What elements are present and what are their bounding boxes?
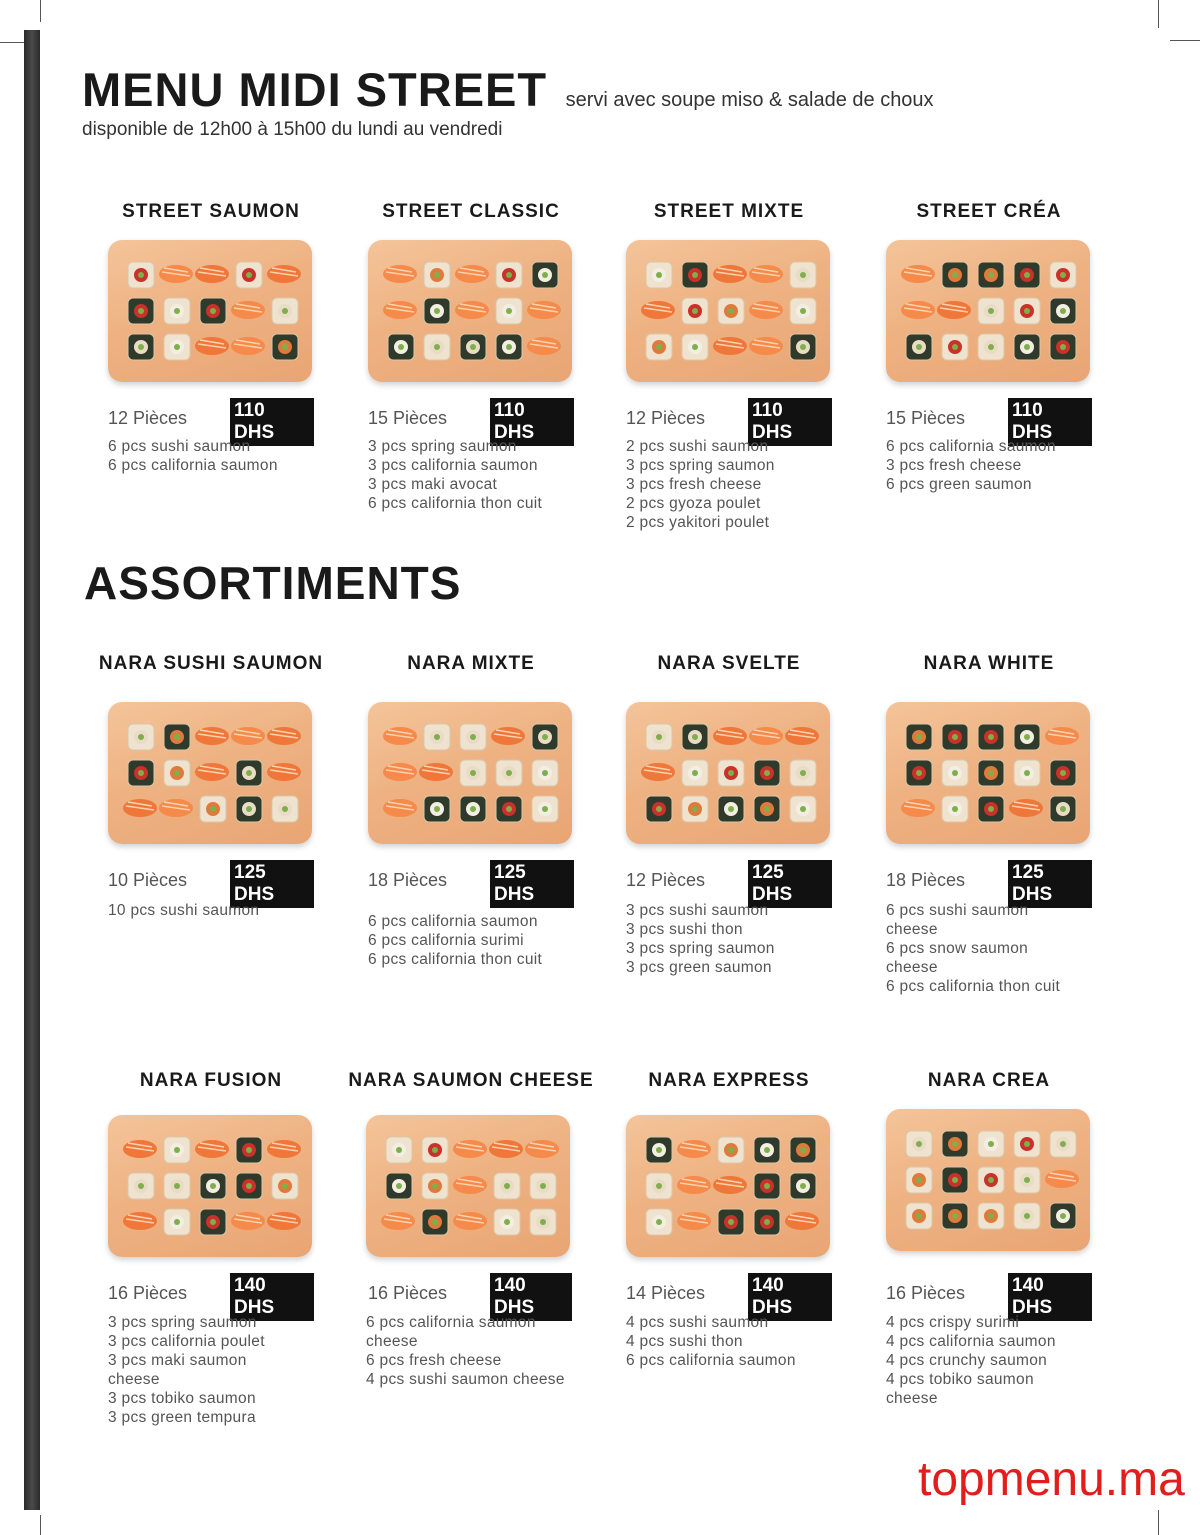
pieces-count: 12 Pièces xyxy=(626,408,706,428)
items-list xyxy=(368,912,542,969)
maki-center xyxy=(764,1219,770,1225)
card-name: STREET SAUMON xyxy=(122,201,300,222)
maki-center xyxy=(506,344,512,350)
card-name: STREET MIXTE xyxy=(653,201,805,222)
price-badge: 140 DHS xyxy=(1008,1273,1092,1321)
maki-center xyxy=(432,1219,438,1225)
maki-center xyxy=(1024,1141,1030,1147)
price-badge: 140 DHS xyxy=(490,1273,572,1321)
price-badge: 125 DHS xyxy=(230,860,314,908)
maki-center xyxy=(504,1183,510,1189)
maki-center xyxy=(916,734,922,740)
maki-center xyxy=(692,770,698,776)
card-name: STREET CLASSIC xyxy=(382,201,560,222)
maki-center xyxy=(470,344,476,350)
maki-center xyxy=(692,344,698,350)
card-name: NARA MIXTE xyxy=(407,653,535,674)
list-item: 6 pcs green saumon xyxy=(886,476,1032,493)
maki-center xyxy=(728,806,734,812)
list-item: 2 pcs gyoza poulet xyxy=(626,495,761,512)
dish-photo xyxy=(886,702,1090,844)
items-list xyxy=(368,437,542,513)
list-item: cheese xyxy=(886,921,938,938)
price-badge: 110 DHS xyxy=(490,398,574,446)
maki-center xyxy=(728,1219,734,1225)
maki-center xyxy=(988,308,994,314)
maki-center xyxy=(174,1183,180,1189)
maki-center xyxy=(138,272,144,278)
items-list xyxy=(886,437,1056,494)
crop-mark xyxy=(40,0,41,22)
dish-photo xyxy=(108,702,312,844)
crop-mark xyxy=(40,1515,41,1535)
maki-center xyxy=(952,272,958,278)
maki-center xyxy=(1060,1213,1066,1219)
maki-center xyxy=(952,344,958,350)
list-item: 3 pcs maki avocat xyxy=(368,476,498,493)
maki-center xyxy=(138,308,144,314)
dish-photo xyxy=(626,702,830,844)
maki-center xyxy=(434,806,440,812)
list-item: 3 pcs spring saumon xyxy=(626,457,775,474)
pieces-count: 12 Pièces xyxy=(108,408,188,428)
maki-center xyxy=(952,1213,958,1219)
dish-photo xyxy=(368,240,572,382)
list-item: 4 pcs california saumon xyxy=(886,1333,1056,1350)
maki-center xyxy=(656,806,662,812)
crop-mark xyxy=(1158,0,1159,28)
maki-center xyxy=(174,1219,180,1225)
maki-center xyxy=(434,308,440,314)
maki-center xyxy=(728,1147,734,1153)
maki-center xyxy=(692,734,698,740)
maki-center xyxy=(542,272,548,278)
maki-center xyxy=(800,344,806,350)
sushi-illustration xyxy=(366,1115,570,1257)
maki-center xyxy=(396,1183,402,1189)
maki-center xyxy=(470,770,476,776)
list-item: 6 pcs california thon cuit xyxy=(886,978,1061,995)
sushi-illustration xyxy=(626,702,830,844)
items-list xyxy=(108,437,278,475)
items-list xyxy=(886,1313,1056,1408)
maki-center xyxy=(988,344,994,350)
maki-center xyxy=(656,1183,662,1189)
items-list xyxy=(108,1313,265,1427)
page-title: MENU MIDI STREET xyxy=(82,63,548,116)
list-item: cheese xyxy=(108,1371,160,1388)
list-item: 3 pcs green saumon xyxy=(626,959,772,976)
maki-center xyxy=(656,272,662,278)
crop-mark xyxy=(0,42,24,43)
maki-center xyxy=(210,1183,216,1189)
card-name: NARA SAUMON CHEESE xyxy=(348,1070,594,1091)
list-item: 6 pcs california saumon xyxy=(626,1352,796,1369)
dish-photo xyxy=(626,1115,830,1257)
items-list xyxy=(366,1313,565,1389)
list-item: 3 pcs fresh cheese xyxy=(626,476,762,493)
maki-center xyxy=(210,806,216,812)
maki-center xyxy=(282,806,288,812)
maki-center xyxy=(1024,308,1030,314)
maki-center xyxy=(728,770,734,776)
price-badge: 125 DHS xyxy=(1008,860,1092,908)
maki-center xyxy=(916,1141,922,1147)
page-edge-bar xyxy=(24,30,40,1510)
sushi-illustration xyxy=(886,702,1090,844)
section-title-assortiments: ASSORTIMENTS xyxy=(84,557,462,609)
maki-center xyxy=(1024,1177,1030,1183)
maki-center xyxy=(764,770,770,776)
card-name: NARA EXPRESS xyxy=(648,1070,810,1091)
maki-center xyxy=(542,770,548,776)
maki-center xyxy=(656,734,662,740)
list-item: 6 pcs california thon cuit xyxy=(368,495,543,512)
sushi-illustration xyxy=(626,240,830,382)
card-name: NARA WHITE xyxy=(923,653,1055,674)
list-item: 6 pcs california saumon xyxy=(368,913,538,930)
maki-center xyxy=(952,1177,958,1183)
maki-center xyxy=(952,1141,958,1147)
maki-center xyxy=(656,1147,662,1153)
maki-center xyxy=(542,806,548,812)
maki-center xyxy=(988,1213,994,1219)
list-item: 6 pcs california saumon xyxy=(108,457,278,474)
maki-center xyxy=(916,344,922,350)
maki-center xyxy=(1060,272,1066,278)
maki-center xyxy=(1024,272,1030,278)
dish-photo xyxy=(368,702,572,844)
list-item: 3 pcs tobiko saumon xyxy=(108,1390,256,1407)
maki-center xyxy=(210,1219,216,1225)
maki-center xyxy=(138,734,144,740)
sushi-illustration xyxy=(108,702,312,844)
items-list xyxy=(626,901,775,977)
maki-center xyxy=(282,344,288,350)
maki-center xyxy=(988,770,994,776)
maki-center xyxy=(506,806,512,812)
maki-center xyxy=(1060,806,1066,812)
maki-center xyxy=(1024,1213,1030,1219)
dish-photo xyxy=(886,1109,1090,1251)
maki-center xyxy=(952,734,958,740)
pieces-count: 16 Pièces xyxy=(108,1283,188,1303)
maki-center xyxy=(138,770,144,776)
maki-center xyxy=(434,734,440,740)
maki-center xyxy=(988,272,994,278)
items-list xyxy=(626,1313,796,1370)
maki-center xyxy=(764,1147,770,1153)
maki-center xyxy=(1060,1141,1066,1147)
list-item: 6 pcs sushi saumon xyxy=(886,902,1029,919)
maki-center xyxy=(1060,770,1066,776)
price-badge: 110 DHS xyxy=(230,398,314,446)
dish-photo xyxy=(108,240,312,382)
maki-center xyxy=(692,806,698,812)
list-item: 3 pcs spring saumon xyxy=(626,940,775,957)
list-item: 4 pcs crispy surimi xyxy=(886,1314,1020,1331)
maki-center xyxy=(952,806,958,812)
list-item: 3 pcs spring saumon xyxy=(368,438,517,455)
maki-center xyxy=(540,1219,546,1225)
list-item: 6 pcs california surimi xyxy=(368,932,524,949)
maki-center xyxy=(506,308,512,314)
list-item: 6 pcs california saumon xyxy=(886,438,1056,455)
maki-center xyxy=(656,344,662,350)
list-item: 4 pcs tobiko saumon xyxy=(886,1371,1034,1388)
list-item: cheese xyxy=(366,1333,418,1350)
card-name: NARA SVELTE xyxy=(657,653,801,674)
maki-center xyxy=(656,1219,662,1225)
crop-mark xyxy=(1170,40,1200,41)
maki-center xyxy=(506,770,512,776)
pieces-count: 18 Pièces xyxy=(886,870,966,890)
maki-center xyxy=(506,272,512,278)
served-with-note: servi avec soupe miso & salade de choux xyxy=(565,89,934,111)
list-item: 2 pcs yakitori poulet xyxy=(626,514,770,531)
maki-center xyxy=(988,1177,994,1183)
pieces-count: 16 Pièces xyxy=(886,1283,966,1303)
pieces-count: 15 Pièces xyxy=(886,408,966,428)
maki-center xyxy=(988,734,994,740)
maki-center xyxy=(246,806,252,812)
price-badge: 110 DHS xyxy=(1008,398,1092,446)
maki-center xyxy=(800,1183,806,1189)
maki-center xyxy=(764,806,770,812)
maki-center xyxy=(210,308,216,314)
maki-center xyxy=(800,770,806,776)
maki-center xyxy=(800,308,806,314)
list-item: 6 pcs sushi saumon xyxy=(108,438,251,455)
list-item: 3 pcs sushi thon xyxy=(626,921,743,938)
pieces-count: 14 Pièces xyxy=(626,1283,706,1303)
maki-center xyxy=(470,734,476,740)
dish-photo xyxy=(626,240,830,382)
maki-center xyxy=(800,1147,806,1153)
list-item: 2 pcs sushi saumon xyxy=(626,438,769,455)
dish-photo xyxy=(366,1115,570,1257)
items-list xyxy=(886,901,1060,996)
list-item: 6 pcs snow saumon xyxy=(886,940,1029,957)
maki-center xyxy=(174,770,180,776)
pieces-count: 18 Pièces xyxy=(368,870,448,890)
maki-center xyxy=(800,272,806,278)
list-item: 3 pcs california poulet xyxy=(108,1333,265,1350)
maki-center xyxy=(692,308,698,314)
maki-center xyxy=(138,344,144,350)
card-name: NARA SUSHI SAUMON xyxy=(98,653,324,674)
maki-center xyxy=(282,308,288,314)
maki-center xyxy=(1060,344,1066,350)
maki-center xyxy=(246,1183,252,1189)
maki-center xyxy=(916,1177,922,1183)
maki-center xyxy=(988,806,994,812)
sushi-illustration xyxy=(626,1115,830,1257)
maki-center xyxy=(434,272,440,278)
maki-center xyxy=(764,1183,770,1189)
card-name: NARA FUSION xyxy=(139,1070,283,1091)
maki-center xyxy=(246,1147,252,1153)
pieces-count: 16 Pièces xyxy=(368,1283,448,1303)
items-list xyxy=(108,901,259,920)
maki-center xyxy=(542,734,548,740)
maki-center xyxy=(728,308,734,314)
dish-photo xyxy=(886,240,1090,382)
list-item: cheese xyxy=(886,959,938,976)
sushi-illustration xyxy=(886,1109,1090,1251)
maki-center xyxy=(434,344,440,350)
dish-photo xyxy=(108,1115,312,1257)
maki-center xyxy=(504,1219,510,1225)
list-item: 4 pcs sushi thon xyxy=(626,1333,743,1350)
maki-center xyxy=(470,806,476,812)
pieces-count: 15 Pièces xyxy=(368,408,448,428)
maki-center xyxy=(246,272,252,278)
maki-center xyxy=(174,308,180,314)
list-item: 3 pcs maki saumon xyxy=(108,1352,247,1369)
list-item: 6 pcs california thon cuit xyxy=(368,951,543,968)
pieces-count: 12 Pièces xyxy=(626,870,706,890)
maki-center xyxy=(1060,308,1066,314)
maki-center xyxy=(1024,344,1030,350)
maki-center xyxy=(988,1141,994,1147)
maki-center xyxy=(174,344,180,350)
maki-center xyxy=(916,770,922,776)
list-item: 4 pcs sushi saumon xyxy=(626,1314,769,1331)
list-item: 4 pcs sushi saumon cheese xyxy=(366,1371,565,1388)
list-item: 3 pcs california saumon xyxy=(368,457,538,474)
price-badge: 125 DHS xyxy=(748,860,832,908)
card-name: STREET CRÉA xyxy=(916,201,1062,222)
list-item: 3 pcs spring saumon xyxy=(108,1314,257,1331)
maki-center xyxy=(138,1183,144,1189)
availability-note: disponible de 12h00 à 15h00 du lundi au vendredi xyxy=(82,119,503,140)
maki-center xyxy=(282,1183,288,1189)
maki-center xyxy=(398,344,404,350)
sushi-illustration xyxy=(886,240,1090,382)
crop-mark xyxy=(1158,1510,1159,1535)
watermark: topmenu.ma xyxy=(918,1453,1185,1506)
menu-header xyxy=(82,62,1082,141)
list-item: 4 pcs crunchy saumon xyxy=(886,1352,1048,1369)
card-name: NARA CREA xyxy=(927,1070,1051,1091)
maki-center xyxy=(246,770,252,776)
maki-center xyxy=(174,1147,180,1153)
price-badge: 140 DHS xyxy=(230,1273,314,1321)
price-badge: 110 DHS xyxy=(748,398,832,446)
list-item: 10 pcs sushi saumon xyxy=(108,902,260,919)
maki-center xyxy=(396,1147,402,1153)
list-item: 3 pcs green tempura xyxy=(108,1409,256,1426)
maki-center xyxy=(540,1183,546,1189)
list-item: 3 pcs sushi saumon xyxy=(626,902,769,919)
maki-center xyxy=(916,1213,922,1219)
pieces-count: 10 Pièces xyxy=(108,870,188,890)
sushi-illustration xyxy=(368,702,572,844)
sushi-illustration xyxy=(108,240,312,382)
list-item: 3 pcs fresh cheese xyxy=(886,457,1022,474)
maki-center xyxy=(432,1183,438,1189)
sushi-illustration xyxy=(108,1115,312,1257)
sushi-illustration xyxy=(368,240,572,382)
maki-center xyxy=(432,1147,438,1153)
maki-center xyxy=(952,770,958,776)
maki-center xyxy=(174,734,180,740)
maki-center xyxy=(1024,770,1030,776)
price-badge: 125 DHS xyxy=(490,860,574,908)
items-list xyxy=(626,437,775,532)
maki-center xyxy=(1024,734,1030,740)
list-item: cheese xyxy=(886,1390,938,1407)
list-item: 6 pcs fresh cheese xyxy=(366,1352,502,1369)
price-badge: 140 DHS xyxy=(748,1273,832,1321)
list-item: 6 pcs california saumon xyxy=(366,1314,536,1331)
maki-center xyxy=(800,806,806,812)
maki-center xyxy=(692,272,698,278)
